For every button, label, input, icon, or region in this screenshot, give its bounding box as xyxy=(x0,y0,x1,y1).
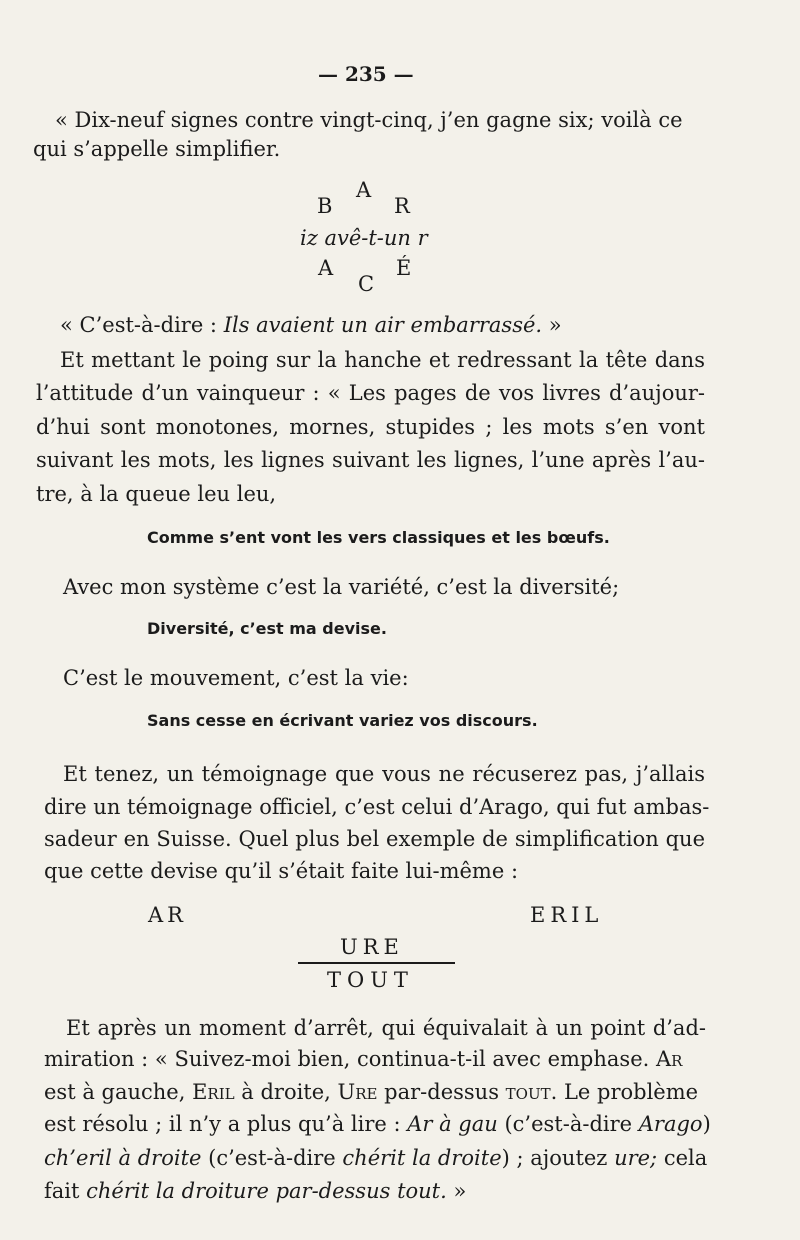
paragraph-line xyxy=(44,1082,698,1103)
rebus-letter: A xyxy=(318,256,334,280)
verse-quote: Diversité, c’est ma devise. xyxy=(147,619,387,638)
paragraph-line: d’hui sont monotones, mornes, stupides ; les mots s’en vont xyxy=(36,415,705,439)
rebus-numerator: URE xyxy=(340,935,404,959)
paragraph-line: suivant les mots, les lignes suivant les lignes, l’une après l’au- xyxy=(36,448,705,472)
italic-phrase: Ils avaient un air embarrassé. xyxy=(223,313,543,337)
paragraph-line xyxy=(44,1114,711,1135)
text-span: « Dix-neuf signes contre vingt-cinq, j’en gagne six; voilà ce xyxy=(55,108,683,132)
paragraph-line xyxy=(44,1148,707,1169)
paragraph-line: Et après un moment d’arrêt, qui équivalait à un point d’ad- xyxy=(66,1016,706,1040)
italic-phrase: Ar à gau xyxy=(407,1112,498,1136)
paragraph-line: sadeur en Suisse. Quel plus bel exemple de simplification que xyxy=(44,827,705,851)
rebus-middle: iz avê-t-un r xyxy=(300,226,428,250)
verse-quote: Comme s’ent vont les vers classiques et les bœufs. xyxy=(147,528,610,547)
page-number: — 235 — xyxy=(318,62,414,86)
text-span: miration : « Suivez-moi bien, continua-t-il avec emphase. xyxy=(44,1047,656,1071)
rebus-letter: C xyxy=(358,272,375,296)
rebus-denominator: TOUT xyxy=(327,968,414,992)
text-span: fait xyxy=(44,1179,87,1203)
paragraph-line: l’attitude d’un vainqueur : « Les pages de vos livres d’aujour- xyxy=(36,381,705,405)
rebus-left: AR xyxy=(148,903,187,927)
rebus-letter: A xyxy=(356,178,372,202)
paragraph-line: dire un témoignage officiel, c’est celui d’Arago, qui fut ambas- xyxy=(44,795,710,819)
rebus-letter: B xyxy=(317,194,333,218)
rebus-letter: É xyxy=(396,256,412,280)
text-span: (c’est-à-dire xyxy=(201,1146,343,1170)
rebus-letter: R xyxy=(394,194,410,218)
small-caps-word: tout xyxy=(505,1080,551,1104)
text-span: . Le problème xyxy=(550,1080,699,1104)
text-span: par-dessus xyxy=(377,1080,506,1104)
small-caps-word: Eril xyxy=(192,1080,235,1104)
text-span: » xyxy=(446,1179,467,1203)
text-span: cela xyxy=(657,1146,708,1170)
text-span: est résolu ; il n’y a plus qu’à lire : xyxy=(44,1112,408,1136)
paragraph-line: tre, à la queue leu leu, xyxy=(36,482,277,506)
italic-phrase: chérit la droite xyxy=(342,1146,502,1170)
text-span: ) ; ajoutez xyxy=(501,1146,615,1170)
italic-phrase: chérit la droiture par-dessus tout. xyxy=(86,1179,447,1203)
text-span: ) xyxy=(702,1112,711,1136)
italic-phrase: ch’eril à droite xyxy=(44,1146,202,1170)
paragraph-line: Avec mon système c’est la variété, c’est la diversité; xyxy=(63,575,620,599)
text-span: est à gauche, xyxy=(44,1080,193,1104)
italic-phrase: ure; xyxy=(614,1146,658,1170)
text-span: (c’est-à-dire xyxy=(497,1112,639,1136)
paragraph-line: C’est le mouvement, c’est la vie: xyxy=(63,666,409,690)
text-span: » xyxy=(542,313,562,337)
paragraph-line: que cette devise qu’il s’était faite lui-même : xyxy=(44,859,519,883)
paragraph-line: Et tenez, un témoignage que vous ne récuserez pas, j’allais xyxy=(63,762,705,786)
explanation-line xyxy=(60,315,562,336)
text-span: à droite, xyxy=(234,1080,338,1104)
rebus-right: ERIL xyxy=(530,903,604,927)
small-caps-word: Ar xyxy=(655,1047,683,1071)
paragraph-line xyxy=(44,1049,682,1070)
small-caps-word: Ure xyxy=(337,1080,378,1104)
fraction-bar xyxy=(298,962,455,964)
paragraph-line: Et mettant le poing sur la hanche et redressant la tête dans xyxy=(60,348,705,372)
italic-phrase: Arago xyxy=(638,1112,703,1136)
verse-quote: Sans cesse en écrivant variez vos discours. xyxy=(147,711,538,730)
paragraph-line xyxy=(55,110,700,131)
paragraph-line xyxy=(44,1181,466,1202)
text-span: « C’est-à-dire : xyxy=(60,313,224,337)
paragraph-line: qui s’appelle simplifier. xyxy=(33,137,281,161)
